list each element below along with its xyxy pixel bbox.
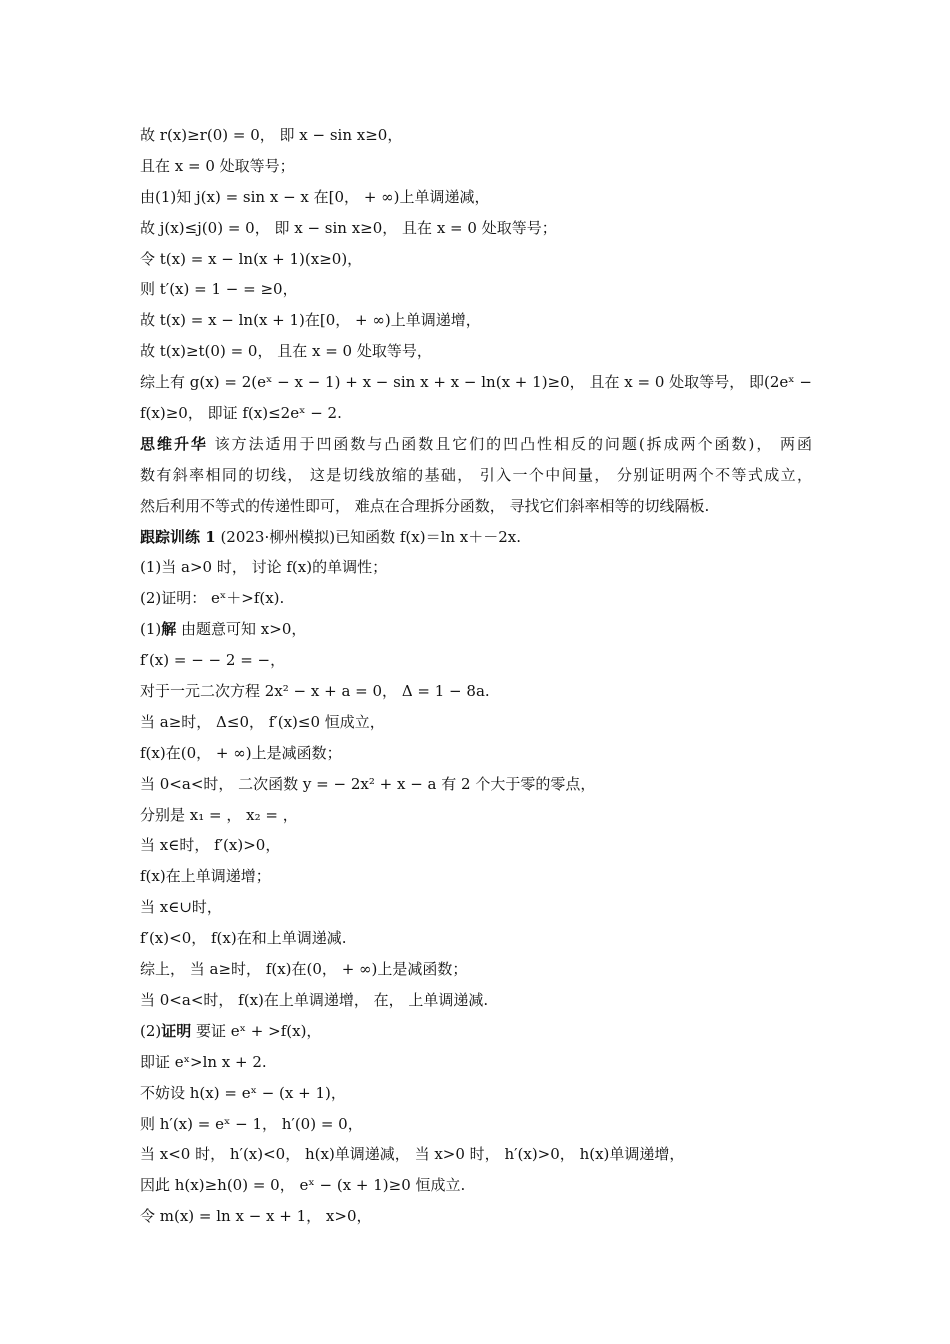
text-line <box>140 707 812 738</box>
text-line <box>140 491 812 522</box>
text-line <box>140 460 812 491</box>
text-run: 因此 h(x)≥h(0) = 0， eˣ − (x + 1)≥0 恒成立. <box>140 1176 466 1195</box>
text-run: (2) <box>140 1021 162 1040</box>
text-run: 当 a≥时， Δ≤0， f′(x)≤0 恒成立， <box>140 712 385 731</box>
text-line <box>140 800 812 831</box>
text-run: 分别是 x₁ = ， x₂ = ， <box>140 805 298 824</box>
text-run: f(x)在上单调递增； <box>140 867 271 886</box>
text-line <box>140 429 812 460</box>
text-run: (1)当 a>0 时， 讨论 f(x)的单调性； <box>140 558 388 577</box>
text-line <box>140 305 812 336</box>
text-line <box>140 892 812 923</box>
text-run: 当 x<0 时， h′(x)<0， h(x)单调递减， 当 x>0 时， h′(x)>0， h(x)单调递增， <box>140 1145 685 1164</box>
text-run: 即证 eˣ>ln x + 2. <box>140 1052 267 1071</box>
text-run: 不妨设 h(x) = eˣ − (x + 1)， <box>140 1083 346 1102</box>
text-run: 则 t′(x) = 1 − = ≥0， <box>140 280 298 299</box>
text-line <box>140 398 812 429</box>
text-run: (2023·柳州模拟)已知函数 f(x)＝ln x＋－2x. <box>215 527 522 546</box>
text-run: 令 t(x) = x − ln(x + 1)(x≥0)， <box>140 249 363 268</box>
text-run: f′(x)<0， f(x)在和上单调递减. <box>140 929 347 948</box>
text-line <box>140 274 812 305</box>
text-run: 故 t(x)≥t(0) = 0， 且在 x = 0 处取等号， <box>140 342 432 361</box>
text-line <box>140 583 812 614</box>
text-line <box>140 1109 812 1140</box>
text-line <box>140 244 812 275</box>
text-run: 由(1)知 j(x) = sin x − x 在[0， + ∞)上单调递减， <box>140 187 490 206</box>
text-line <box>140 676 812 707</box>
text-line <box>140 336 812 367</box>
text-line <box>140 738 812 769</box>
text-line <box>140 151 812 182</box>
text-line <box>140 985 812 1016</box>
text-line <box>140 861 812 892</box>
text-line <box>140 120 812 151</box>
text-run: 由题意可知 x>0， <box>176 620 307 639</box>
text-line <box>140 1201 812 1232</box>
text-run: 当 0<a<时， f(x)在上单调递增， 在， 上单调递减. <box>140 990 489 1009</box>
text-run: f(x)在(0， + ∞)上是减函数； <box>140 743 342 762</box>
text-run: 对于一元二次方程 2x² − x + a = 0， Δ = 1 − 8a. <box>140 682 490 701</box>
text-line <box>140 213 812 244</box>
text-line <box>140 522 812 553</box>
text-run: 令 m(x) = ln x − x + 1， x>0， <box>140 1207 372 1226</box>
text-line <box>140 1016 812 1047</box>
text-run: f(x)≥0， 即证 f(x)≤2eˣ − 2. <box>140 404 342 423</box>
text-line <box>140 954 812 985</box>
text-line <box>140 830 812 861</box>
text-run: 综上有 g(x) = 2(eˣ − x − 1) + x − sin x + x − ln(x + 1)≥0， 且在 x = 0 处取等号， 即(2eˣ − <box>140 373 812 392</box>
bold-label: 证明 <box>161 1021 192 1040</box>
text-run: 故 j(x)≤j(0) = 0， 即 x − sin x≥0， 且在 x = 0 处取等号； <box>140 218 557 237</box>
text-run: 然后利用不等式的传递性即可， 难点在合理拆分函数， 寻找它们斜率相等的切线隔板. <box>140 496 710 515</box>
text-line <box>140 645 812 676</box>
text-line <box>140 367 812 398</box>
document-body <box>140 120 812 1232</box>
text-run: 且在 x = 0 处取等号； <box>140 156 295 175</box>
text-run: 综上， 当 a≥时， f(x)在(0， + ∞)上是减函数； <box>140 960 468 979</box>
text-line <box>140 614 812 645</box>
text-line <box>140 1078 812 1109</box>
text-line <box>140 1047 812 1078</box>
text-line <box>140 769 812 800</box>
text-line <box>140 923 812 954</box>
bold-label: 思维升华 <box>140 434 208 453</box>
text-run: 当 0<a<时， 二次函数 y = − 2x² + x − a 有 2 个大于零的零点， <box>140 774 596 793</box>
text-line <box>140 552 812 583</box>
text-run: 当 x∈时， f′(x)>0， <box>140 836 281 855</box>
text-line <box>140 1139 812 1170</box>
text-line <box>140 182 812 213</box>
text-run: 该方法适用于凹函数与凸函数且它们的凹凸性相反的问题(拆成两个函数)， 两函 <box>207 434 812 453</box>
text-run: f′(x) = − − 2 = −， <box>140 651 286 670</box>
bold-label: 跟踪训练 1 <box>140 527 216 546</box>
text-run: 故 r(x)≥r(0) = 0， 即 x − sin x≥0， <box>140 126 403 144</box>
text-run: 要证 eˣ + >f(x)， <box>191 1021 322 1040</box>
text-run: 当 x∈∪时， <box>140 898 222 917</box>
text-run: 则 h′(x) = eˣ − 1， h′(0) = 0， <box>140 1114 363 1133</box>
bold-label: 解 <box>161 620 177 639</box>
text-run: 故 t(x) = x − ln(x + 1)在[0， + ∞)上单调递增， <box>140 311 481 330</box>
text-run: 数有斜率相同的切线， 这是切线放缩的基础， 引入一个中间量， 分别证明两个不等式成立， <box>140 465 812 484</box>
text-line <box>140 1170 812 1201</box>
text-run: (1) <box>140 620 162 639</box>
text-run: (2)证明： eˣ＋>f(x). <box>140 589 285 608</box>
